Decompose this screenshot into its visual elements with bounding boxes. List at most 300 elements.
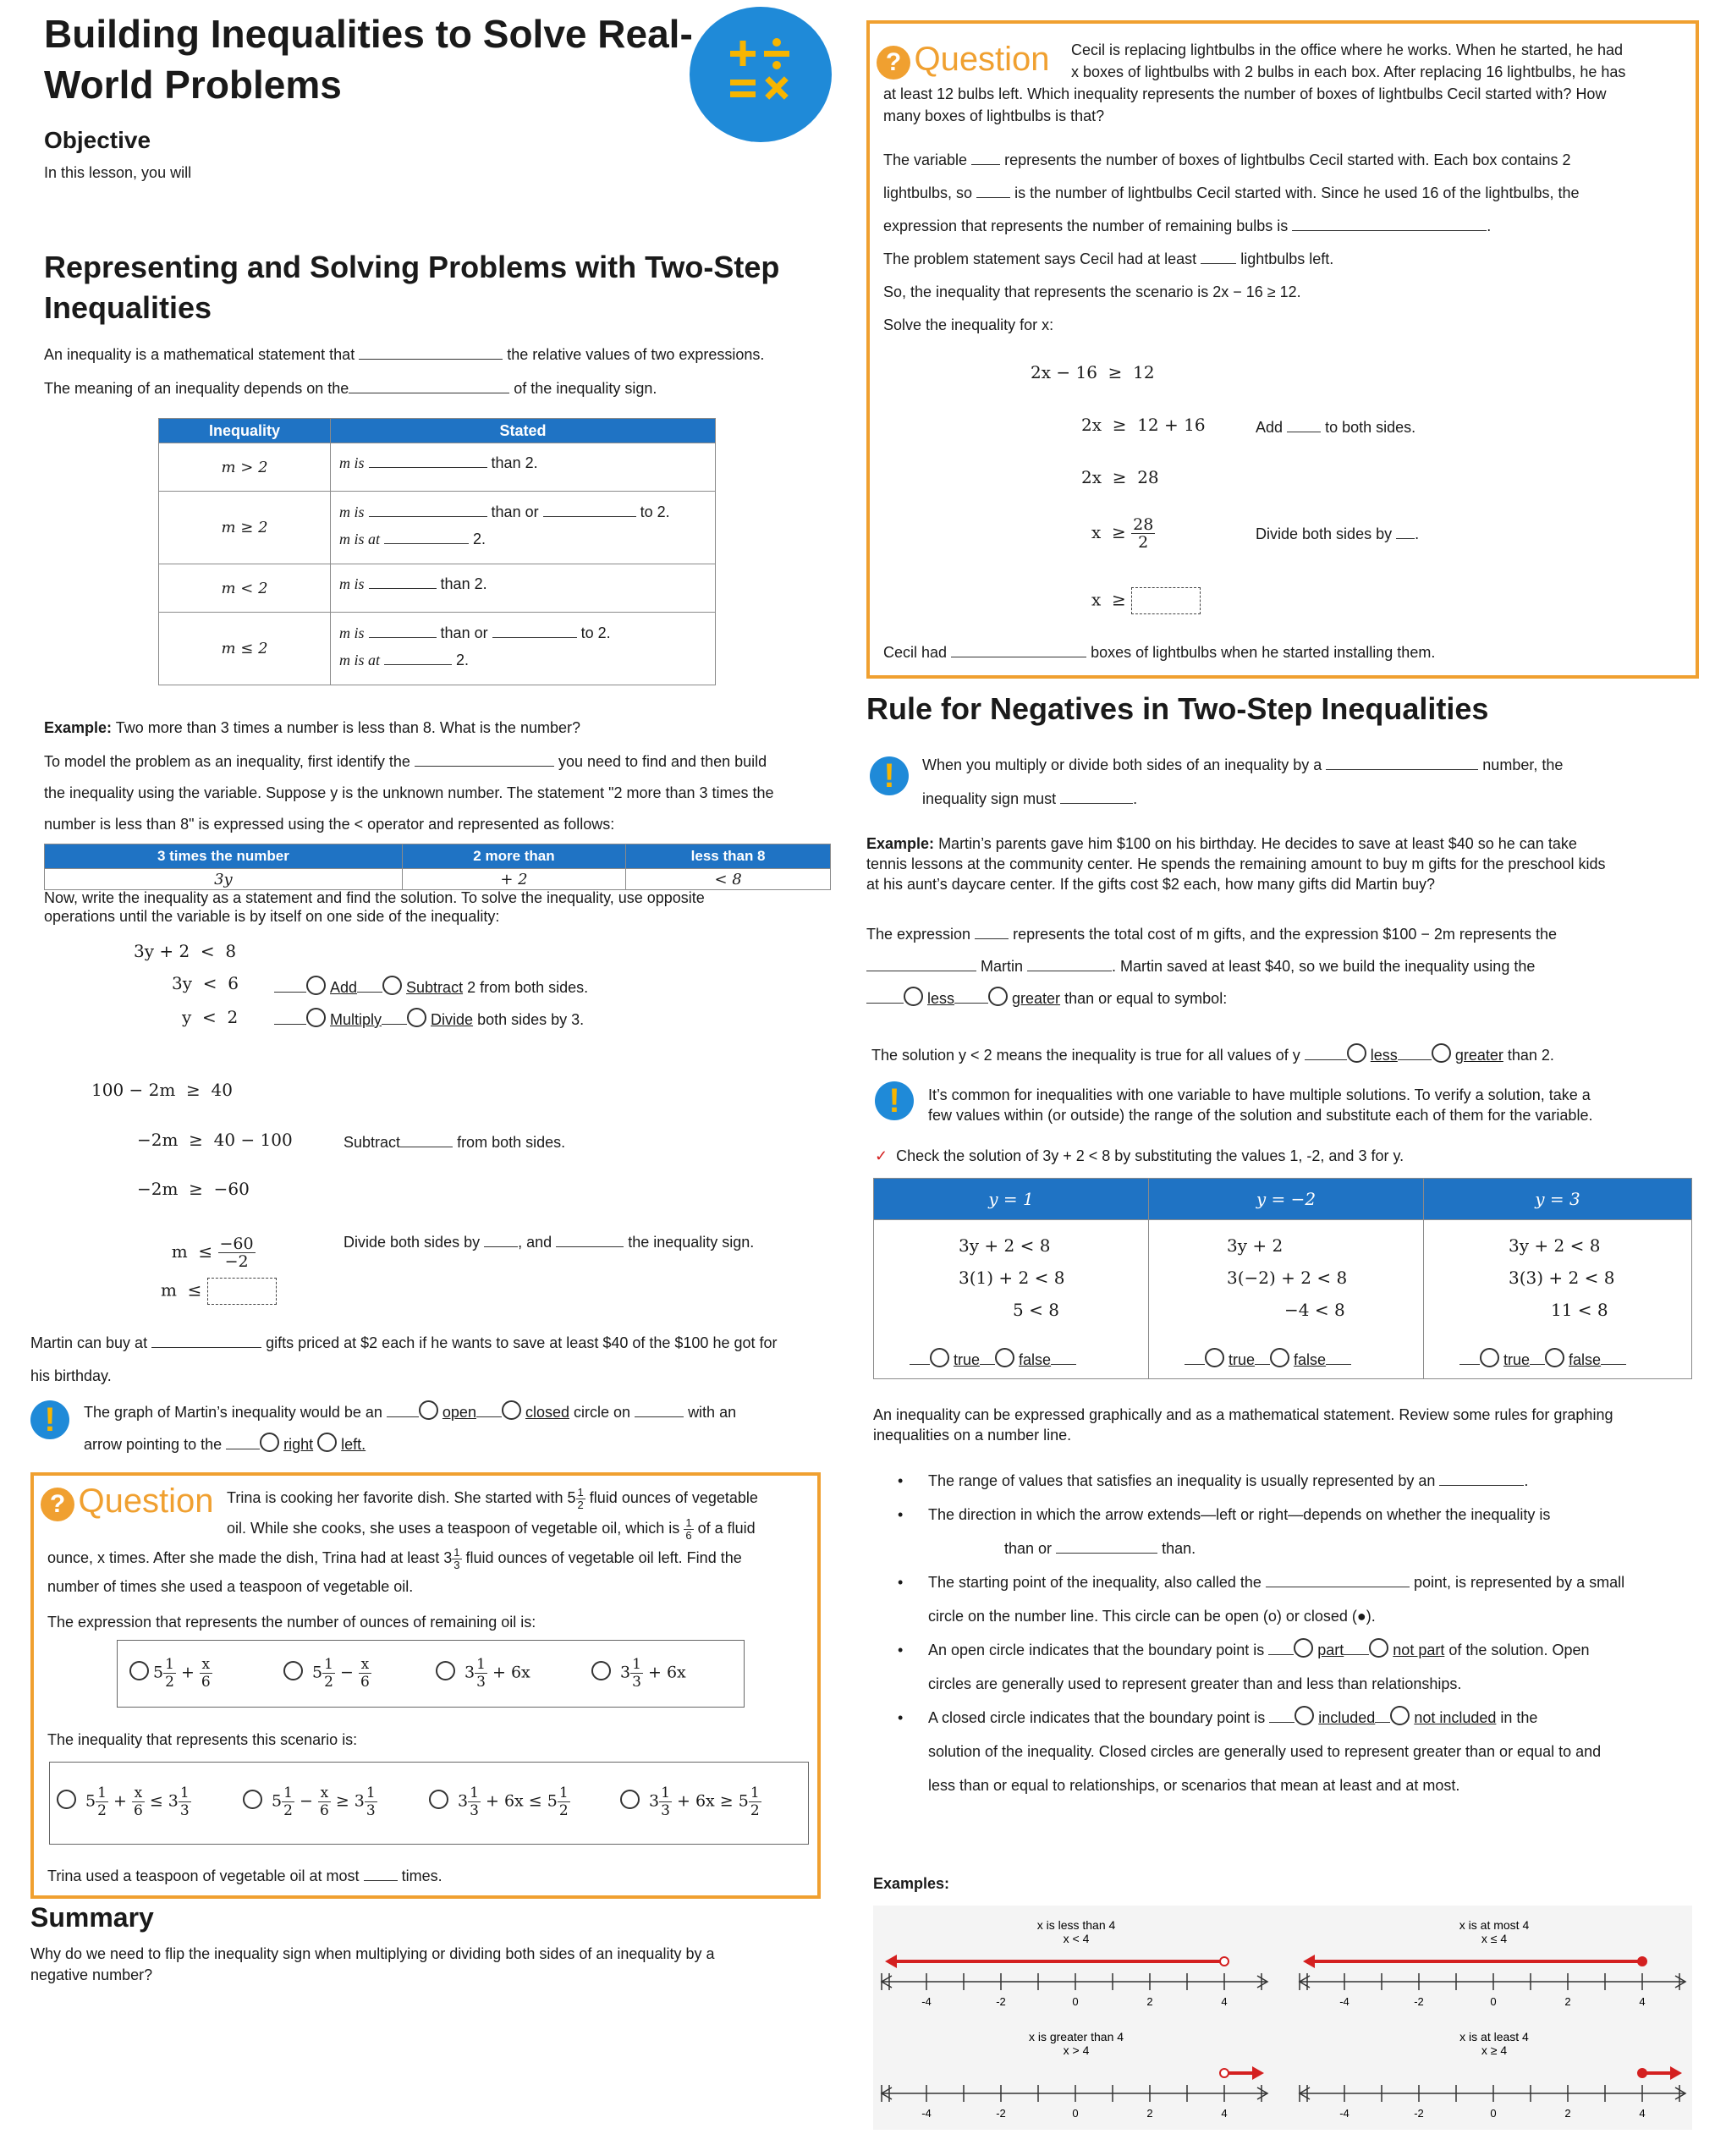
tick-label: -4 (921, 2107, 932, 2120)
verify-note (928, 1085, 1698, 1125)
cecil-step-5 (1091, 587, 1201, 614)
number-line-label: x is at most 4 (1459, 1918, 1530, 1932)
problem-text: x boxes of lightbulbs with 2 bulbs in each box. After replacing 16 lightbulbs, he has (1071, 63, 1626, 80)
table-header: y = −2 (1149, 1179, 1424, 1220)
conclusion-text: boxes of lightbulbs when he started installing them. (1091, 643, 1436, 661)
option-label: less (1370, 1046, 1398, 1064)
blank[interactable] (1201, 246, 1236, 264)
expression-option[interactable]: 5 $\frac{1}{2}$ − $\frac{x}{6}$ (283, 1656, 371, 1691)
blank[interactable] (415, 749, 554, 767)
cecil-step-2-note (1256, 415, 1415, 438)
list-item (928, 1633, 1694, 1667)
graph-text: The graph of Martin’s inequality would be an (84, 1404, 382, 1421)
cecil-guided-text: The variable represents the number of boxes of lightbulbs Cecil started with. Each box contains 2 lightbulbs, so is the number of lightbulbs Cecil started with. Since he used 16 of the lightbulbs, the expression that represents the number of remaining bulbs is . The problem statement says Cecil had at least lightbulbs left. So, the inequality that represents the scenario is 2x − 16 ≥ 12. Solve the inequality for x: (883, 144, 1687, 342)
blank (1601, 1347, 1626, 1365)
tick-label: -2 (1414, 2107, 1424, 2120)
tick-label: 2 (1146, 2107, 1153, 2120)
martin-step-4 (161, 1215, 256, 1270)
blank[interactable] (635, 1400, 684, 1417)
title-line-1: Building Inequalities to Solve Real- (44, 12, 693, 56)
problem-text: fluid ounces of vegetable (589, 1489, 758, 1506)
math-text: x ≥ (1091, 522, 1126, 542)
blank[interactable] (1060, 786, 1133, 804)
solution-arrow (885, 1955, 897, 1968)
option-label: greater (1012, 990, 1061, 1007)
option-label: Divide (431, 1010, 474, 1028)
summary-text: negative number? (30, 1966, 153, 1983)
radio-greater[interactable] (988, 987, 1008, 1006)
inequality-option[interactable]: 3 $\frac{1}{3}$ + 6x ≤ 5 $\frac{1}{2}$ (429, 1785, 570, 1819)
option-label: Subtract (406, 978, 464, 996)
blank[interactable] (492, 620, 577, 638)
math-text: −4 < 8 (1284, 1300, 1345, 1320)
graphing-rules-list (928, 1464, 1694, 1802)
math-text: x ≥ (1091, 589, 1126, 610)
rule-text: The starting point of the inequality, also called the (928, 1574, 1262, 1591)
blank[interactable] (400, 1130, 453, 1147)
blank[interactable] (364, 1863, 398, 1881)
problem-text: oil. While she cooks, she uses a teaspoon of vegetable oil, which is (227, 1520, 680, 1537)
inequality-stated-table (158, 418, 716, 685)
tick-label: -4 (1339, 2107, 1349, 2120)
table-row (159, 613, 716, 685)
prompt-text: The expression that represents the number of ounces of remaining oil is: (47, 1614, 536, 1631)
step-note: Add (1256, 418, 1284, 436)
question-label: Question (914, 41, 1050, 78)
alert-icon: ! (30, 1400, 69, 1439)
true-false-options (1185, 1347, 1351, 1371)
verify-cell (1149, 1220, 1424, 1379)
option-label: true (1229, 1350, 1256, 1368)
guided-text: represents the number of boxes of lightbulbs Cecil started with. Each box contains 2 (1004, 151, 1571, 168)
blank (1305, 1042, 1347, 1060)
true-false-options (910, 1347, 1076, 1371)
step-note: the inequality sign. (628, 1233, 755, 1251)
expression-option[interactable]: 5 $\frac{1}{2}$ + $\frac{x}{6}$ (129, 1656, 212, 1691)
solution-text: The solution y < 2 means the inequality is true for all values of y (871, 1046, 1300, 1064)
blank[interactable] (1396, 521, 1415, 539)
table-header: y = 3 (1424, 1179, 1692, 1220)
blank[interactable] (866, 954, 976, 971)
cecil-step-1: 2x − 16 ≥ 12 (1031, 362, 1155, 382)
rule-text-a: When you multiply or divide both sides of an inequality by a (922, 756, 1322, 773)
stated-text: than 2. (440, 575, 487, 592)
solution-arrow (1670, 2066, 1682, 2080)
step-note: Divide both sides by (344, 1233, 481, 1251)
section-heading-line-2: Inequalities (44, 290, 212, 325)
graph-text: arrow pointing to the (84, 1436, 223, 1453)
blank[interactable] (359, 342, 503, 360)
blank (476, 1400, 502, 1417)
option-label: greater (1454, 1046, 1503, 1064)
example-text: Two more than 3 times a number is less than 8. What is the number? (115, 719, 580, 736)
verify-cell (874, 1220, 1149, 1379)
table-row (159, 492, 716, 564)
step-note: from both sides. (457, 1133, 566, 1151)
denominator: 2 (1138, 533, 1149, 552)
tick-label: 0 (1490, 2107, 1497, 2120)
fraction (218, 1235, 256, 1270)
conclusion-text: Martin can buy at (30, 1334, 148, 1351)
guided-text: expression that represents the number of remaining bulbs is (883, 217, 1289, 234)
stated-text: 2. (473, 531, 486, 547)
option-label: right (283, 1436, 314, 1453)
alert-icon: ! (870, 756, 909, 795)
blank[interactable] (369, 450, 487, 468)
list-item (928, 1701, 1694, 1735)
inequality-option[interactable]: 5 $\frac{1}{2}$ − $\frac{x}{6}$ ≥ 3 $\frac{1}{3}$ (243, 1785, 377, 1819)
step-note: 2 from both sides. (467, 978, 589, 996)
number-lines-svg (873, 1906, 1692, 2130)
number-line-expression: x ≤ 4 (1481, 1932, 1508, 1945)
rule-text-c: inequality sign must (922, 790, 1057, 807)
option-label: open (442, 1404, 476, 1421)
problem-text: ounce, x times. After she made the dish, Trina had at least 3 (47, 1549, 453, 1566)
option-label: false (1294, 1350, 1327, 1368)
cecil-question-box (866, 20, 1699, 679)
blank (1326, 1347, 1351, 1365)
step-note: Divide both sides by (1256, 525, 1393, 542)
guided-text: lightbulbs, so (883, 184, 973, 201)
option-label: not part (1393, 1642, 1445, 1658)
number-line-label: x is less than 4 (1036, 1918, 1116, 1932)
list-item: • The range of values that satisfies an inequality is usually represented by an . (928, 1464, 1694, 1498)
blank[interactable] (349, 376, 509, 393)
tick-label: 4 (1221, 1995, 1228, 2008)
graphing-intro (873, 1405, 1694, 1445)
table-row (159, 564, 716, 613)
stated-text: than or (440, 624, 488, 641)
boundary-circle (1220, 2069, 1229, 2077)
tick-label: 4 (1639, 2107, 1646, 2120)
problem-text: many boxes of lightbulbs is that? (883, 107, 1105, 124)
inequality-cell: m > 2 (159, 443, 331, 492)
math-text: m ≤ (161, 1279, 202, 1301)
blank (1398, 1042, 1432, 1060)
solution-note (871, 1042, 1554, 1066)
blank[interactable] (1326, 752, 1478, 770)
blank (1268, 1637, 1294, 1655)
radio-false[interactable] (1545, 1348, 1564, 1367)
example-text: you need to find and then build (558, 752, 767, 770)
martin-step-2: −2m ≥ 40 − 100 (137, 1130, 293, 1150)
examples-label: Examples: (873, 1875, 950, 1892)
blank[interactable] (384, 526, 469, 544)
table-cell: 3y (45, 869, 403, 890)
rule-text-b: number, the (1482, 756, 1564, 773)
stated-text: m is at (339, 531, 381, 547)
summary-section (30, 1902, 834, 1986)
option-label: Add (330, 978, 358, 996)
radio-true[interactable] (930, 1348, 949, 1367)
example-label: Example: (44, 719, 113, 736)
answer-box[interactable] (1131, 587, 1201, 614)
blank[interactable] (976, 180, 1010, 198)
inequality-option[interactable]: 5 $\frac{1}{2}$ + $\frac{x}{6}$ ≤ 3 $\frac{1}{3}$ (57, 1785, 191, 1819)
stated-text: to 2. (580, 624, 611, 641)
inequality-cell: m ≤ 2 (159, 613, 331, 685)
true-false-options (1459, 1347, 1626, 1371)
guided-text: So, the inequality that represents the scenario is 2x − 16 ≥ 12. (883, 283, 1301, 300)
problem-text: at least 12 bulbs left. Which inequality represents the number of boxes of lightbulbs Cecil started with? How (883, 85, 1607, 102)
blank[interactable] (369, 571, 437, 589)
step-2: 3y < 6 (172, 973, 239, 993)
meaning-text-a: The meaning of an inequality depends on the (44, 379, 349, 397)
blank[interactable] (369, 499, 487, 517)
guided-text: The variable (883, 151, 968, 168)
blank (980, 1347, 995, 1365)
example-1-instructions (44, 888, 831, 926)
answer-box[interactable] (207, 1278, 277, 1305)
problem-text: fluid ounces of vegetable oil left. Find the (465, 1549, 742, 1566)
rule-text: The direction in which the arrow extends—left or right—depends on whether the inequality is (928, 1506, 1551, 1523)
blank (1255, 1347, 1270, 1365)
alert-icon: ! (875, 1081, 914, 1120)
blank[interactable] (1056, 1536, 1157, 1554)
radio-left[interactable] (317, 1433, 337, 1452)
number-line-examples (873, 1906, 1692, 2130)
question-icon: ? (41, 1488, 74, 1521)
check-text: Check the solution of 3y + 2 < 8 by substituting the values 1, -2, and 3 for y. (896, 1147, 1404, 1164)
radio-less[interactable] (1347, 1043, 1366, 1063)
option-label: false (1019, 1350, 1052, 1368)
list-item (928, 1565, 1694, 1599)
trina-problem-top (227, 1482, 811, 1543)
blank[interactable] (971, 147, 1000, 165)
meaning-text-b: of the inequality sign. (514, 379, 657, 397)
rule-text: of the solution. Open (1448, 1642, 1590, 1658)
blank[interactable] (1439, 1468, 1524, 1486)
cecil-step-2: 2x ≥ 12 + 16 (1081, 415, 1206, 435)
def-text-b: the relative values of two expressions. (507, 345, 765, 363)
inequality-option[interactable]: 3 $\frac{1}{3}$ + 6x ≥ 5 $\frac{1}{2}$ (620, 1785, 761, 1819)
radio-add[interactable] (306, 976, 326, 995)
objective-text: In this lesson, you will (44, 164, 192, 181)
number-line-label: x is greater than 4 (1028, 2030, 1124, 2043)
verify-text: It’s common for inequalities with one variable to have multiple solutions. To verify a solution, take a (928, 1086, 1591, 1103)
table-header: Inequality (159, 419, 331, 443)
example-text: the inequality using the variable. Suppose y is the unknown number. The statement "2 more than 3 times the (44, 784, 774, 801)
def-text-a: An inequality is a mathematical statement that (44, 345, 355, 363)
summary-question (30, 1944, 834, 1986)
blank[interactable] (1292, 213, 1487, 231)
option-label: true (954, 1350, 981, 1368)
blank (1051, 1347, 1076, 1365)
cecil-step-3: 2x ≥ 28 (1081, 467, 1159, 487)
table-header: less than 8 (626, 844, 831, 869)
number-line-label: x is at least 4 (1459, 2030, 1529, 2043)
boundary-circle (1638, 1957, 1646, 1966)
martin-step-2-note (344, 1130, 565, 1153)
rule-text: When you multiply or divide both sides of an inequality by a number, the inequality sign must . (922, 748, 1692, 816)
boundary-circle (1638, 2069, 1646, 2077)
option-label: included (1318, 1709, 1376, 1726)
question-label: Question (78, 1482, 214, 1520)
option-label: less (927, 990, 955, 1007)
graph-note (84, 1396, 837, 1460)
martin-step-3: −2m ≥ −60 (137, 1179, 250, 1199)
math-operations-icon (690, 7, 832, 142)
radio-true[interactable] (1480, 1348, 1499, 1367)
step-note: to both sides. (1325, 418, 1416, 436)
math-text: 5 < 8 (1013, 1300, 1059, 1320)
question-header (41, 1482, 214, 1521)
blank (910, 1347, 930, 1365)
rule-text: in the (1500, 1709, 1538, 1726)
guided-text: The problem statement says Cecil had at least (883, 250, 1197, 267)
blank[interactable] (369, 620, 437, 638)
radio-true[interactable] (1205, 1348, 1224, 1367)
tick-label: -2 (996, 1995, 1006, 2008)
radio-divide[interactable] (407, 1008, 426, 1027)
option-label: Multiply (330, 1010, 382, 1028)
verify-text: few values within (or outside) the range of the solution and substitute each of them for the variable. (928, 1107, 1593, 1124)
table-cell: + 2 (402, 869, 625, 890)
radio-less[interactable] (904, 987, 923, 1006)
table-row (159, 443, 716, 492)
inequality-options (49, 1762, 809, 1845)
problem-text: Cecil is replacing lightbulbs in the office where he works. When he started, he had (1071, 41, 1624, 58)
cecil-step-4-note: Divide both sides by . (1256, 521, 1419, 545)
graph-text: with an (688, 1404, 737, 1421)
rule-text: point, is represented by a small (1413, 1574, 1625, 1591)
example-text: Martin’s parents gave him $100 on his birthday. He decides to save at least $40 so he can take (938, 835, 1577, 852)
martin-step-4-note (344, 1229, 754, 1253)
cecil-conclusion (883, 640, 1435, 663)
question-icon: ? (877, 46, 910, 80)
option-label: closed (525, 1404, 569, 1421)
math-text: 3y + 2 < 8 (1509, 1235, 1601, 1256)
step-1: 3y + 2 < 8 (134, 941, 237, 961)
problem-text: of a fluid (697, 1520, 756, 1537)
guided-text: Solve the inequality for x: (883, 316, 1054, 333)
rule-text: An open circle indicates that the boundary point is (928, 1642, 1265, 1658)
table-header: y = 1 (874, 1179, 1149, 1220)
guided-text: is the number of lightbulbs Cecil started with. Since he used 16 of the lightbulbs, the (1014, 184, 1580, 201)
option-label: false (1569, 1350, 1602, 1368)
expression-breakdown-table (44, 844, 831, 890)
blank[interactable] (151, 1330, 261, 1348)
tick-label: 0 (1072, 2107, 1079, 2120)
option-label: not included (1414, 1709, 1497, 1726)
guided-text: Martin (981, 958, 1024, 975)
radio-not-included[interactable] (1390, 1706, 1410, 1725)
radio-not-part[interactable] (1369, 1638, 1388, 1658)
rule-text: The range of values that satisfies an inequality is usually represented by an (928, 1472, 1436, 1489)
fraction-sixth: $\frac{1}{6}$ (685, 1515, 692, 1542)
radio-closed[interactable] (502, 1400, 521, 1420)
blank[interactable] (543, 499, 636, 517)
tick-label: 2 (1146, 1995, 1153, 2008)
blank (1185, 1347, 1205, 1365)
table-header: 3 times the number (45, 844, 403, 869)
stated-text: m is (339, 454, 365, 471)
solution-arrow (1303, 1955, 1315, 1968)
solution-arrow (1252, 2066, 1264, 2080)
radio-greater[interactable] (1432, 1043, 1451, 1063)
martin-step-1: 100 − 2m ≥ 40 (91, 1080, 233, 1100)
example-label: Example: (866, 835, 935, 852)
step-2-options (274, 975, 588, 998)
objective-section (44, 127, 191, 184)
numerator: −60 (219, 1235, 254, 1253)
problem-text: Trina is cooking her favorite dish. She started with 5 (227, 1489, 576, 1506)
radio-false[interactable] (995, 1348, 1014, 1367)
list-item-cont (928, 1532, 1694, 1565)
inequality-cell: m ≥ 2 (159, 492, 331, 564)
blank[interactable] (951, 640, 1086, 657)
blank (1530, 1347, 1545, 1365)
number-line-expression: x ≥ 4 (1481, 2043, 1508, 2057)
radio-false[interactable] (1270, 1348, 1289, 1367)
trina-conclusion (47, 1863, 442, 1887)
martin-conclusion (30, 1330, 834, 1387)
blank[interactable] (484, 1229, 518, 1247)
prompt-text: The inequality that represents this scenario is: (47, 1731, 358, 1748)
expression-option[interactable]: 3 $\frac{1}{3}$ + 6x (591, 1656, 686, 1691)
math-text: 11 < 8 (1551, 1300, 1608, 1320)
option-label: left. (341, 1436, 366, 1453)
example-text: number is less than 8" is expressed using the < operator and represented as follows: (44, 815, 615, 833)
option-label: true (1503, 1350, 1531, 1368)
example-2-guided (866, 918, 1704, 1015)
radio-open[interactable] (419, 1400, 438, 1420)
blank[interactable] (556, 1229, 624, 1247)
blank[interactable] (384, 647, 452, 665)
stated-text: than 2. (491, 454, 538, 471)
blank (382, 1007, 407, 1025)
stated-text: 2. (456, 652, 470, 668)
example-2 (866, 833, 1704, 894)
stated-text: m is (339, 503, 365, 520)
example-text: To model the problem as an inequality, first identify the (44, 752, 410, 770)
blank[interactable] (1287, 415, 1321, 432)
radio-right[interactable] (260, 1433, 279, 1452)
blank (387, 1400, 419, 1417)
blank[interactable] (1027, 954, 1112, 971)
radio-included[interactable] (1294, 1706, 1314, 1725)
summary-heading: Summary (30, 1902, 154, 1933)
cecil-problem-top (1071, 39, 1689, 83)
graphing-text: inequalities on a number line. (873, 1427, 1072, 1444)
lesson-title (44, 8, 693, 110)
check-icon: ✓ (875, 1147, 888, 1164)
denominator: −2 (224, 1252, 249, 1271)
guided-text: The expression (866, 926, 971, 943)
radio-multiply[interactable] (306, 1008, 326, 1027)
question-header (877, 41, 1050, 80)
numerator: 28 (1133, 515, 1154, 534)
expression-option[interactable]: 3 $\frac{1}{3}$ + 6x (436, 1656, 530, 1691)
radio-part[interactable] (1294, 1638, 1313, 1658)
tick-label: 2 (1564, 1995, 1571, 2008)
guided-text: lightbulbs left. (1240, 250, 1334, 267)
rule-text: than. (1162, 1540, 1196, 1557)
blank[interactable] (1266, 1570, 1410, 1587)
verification-table (873, 1178, 1692, 1379)
stated-text: m is (339, 575, 365, 592)
boundary-circle (1220, 1957, 1229, 1966)
cecil-problem-bottom (883, 83, 1687, 127)
tick-label: 4 (1221, 2107, 1228, 2120)
conclusion-text: Trina used a teaspoon of vegetable oil at most (47, 1867, 360, 1884)
fraction-third: $\frac{1}{3}$ (453, 1545, 460, 1571)
blank[interactable] (975, 921, 1009, 939)
rule-heading (866, 689, 1488, 729)
conclusion-text: his birthday. (30, 1367, 112, 1384)
radio-subtract[interactable] (382, 976, 402, 995)
tick-label: -4 (921, 1995, 932, 2008)
